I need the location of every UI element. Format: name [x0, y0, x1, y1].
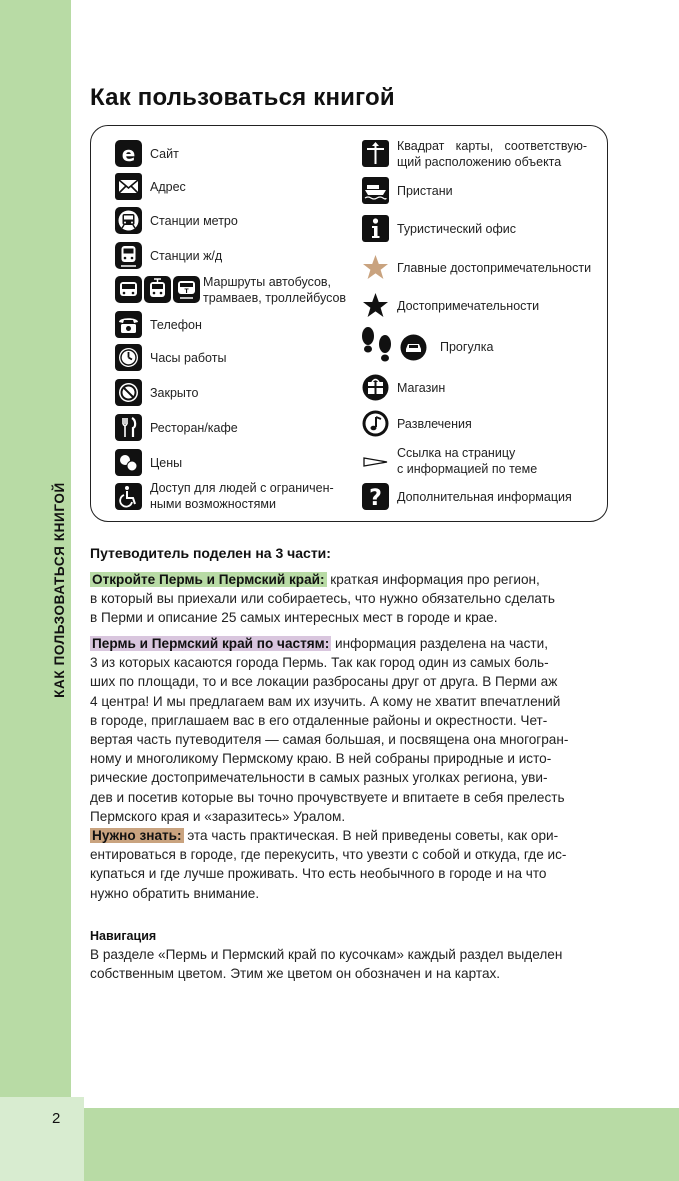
closed-icon [115, 379, 142, 406]
section-text-line: информация разделена на части, [331, 636, 549, 651]
restaurant-icon [115, 414, 142, 441]
legend-label-accessibility-2: ными возможностями [150, 497, 276, 511]
page-link-icon [362, 448, 389, 475]
phone-icon [115, 311, 142, 338]
legend-item-walk [360, 326, 493, 368]
tram-icon [144, 276, 171, 303]
legend-item-map-square [362, 138, 587, 170]
legend-item-pier [362, 177, 453, 204]
tourist-office-icon [362, 215, 389, 242]
legend-label-closed: Закрыто [150, 385, 199, 400]
legend-item-prices [115, 449, 182, 476]
legend-label-shop: Магазин [397, 380, 446, 395]
legend-item-entertainment [362, 410, 472, 437]
bottom-band [84, 1108, 679, 1181]
legend-item-restaurant [115, 414, 238, 441]
legend-item-hours [115, 344, 226, 371]
navigation-text [90, 945, 610, 983]
page-title: Как пользоваться книгой [90, 84, 395, 111]
svg-text:T: T [184, 288, 189, 295]
legend-item-accessibility [115, 480, 334, 512]
section-highlight-brown: Нужно знать: [92, 828, 182, 843]
legend-label-pier: Пристани [397, 183, 453, 198]
prices-icon [115, 449, 142, 476]
section-text-line: ному и многоликому Пермскому краю. В ней собраны природные и исто- [90, 751, 552, 767]
section-open-perm [90, 570, 610, 628]
legend-label-tourist-office: Туристический офис [397, 221, 517, 236]
trolleybus-icon [173, 276, 200, 303]
section-text-line: в Перми и описание 25 самых интересных мест в городе и крае. [90, 610, 498, 626]
entertainment-icon [362, 410, 389, 437]
section-text-line: вертая часть путеводителя — самая большая, и посвящена она многогран- [90, 732, 569, 748]
legend-item-transport-routes [115, 274, 346, 306]
sight-star-icon [362, 292, 389, 319]
legend-item-metro [115, 207, 238, 234]
metro-icon [115, 207, 142, 234]
legend-label-train: Станции ж/д [150, 248, 223, 263]
section-text-line: рические достопримечательности в самых разных уголках региона, уви- [90, 770, 548, 786]
legend-item-tourist-office [362, 215, 516, 242]
legend-label-transport-1: Маршруты автобусов, [203, 275, 332, 289]
parts-heading: Путеводитель поделен на 3 части: [90, 545, 331, 561]
legend-label-page-link-1: Ссылка на страницу [397, 446, 516, 460]
section-text-line: Пермского края и «заразитесь» Уралом. [90, 808, 346, 824]
legend-item-sights [362, 292, 539, 319]
legend-label-transport-2: трамваев, троллейбусов [203, 291, 347, 305]
section-perm-parts [90, 634, 610, 826]
section-text-line: купаться и где лучше проживать. Что есть необычного в городе и на что [90, 866, 547, 882]
section-text-line: 4 центра! И мы предлагаем вам их изучить. А кому не хватит впечатлений [90, 693, 561, 709]
map-square-icon [362, 140, 389, 167]
legend-label-sights: Достопримечательности [397, 298, 540, 313]
legend-item-address [115, 173, 186, 200]
navigation-heading: Навигация [90, 929, 157, 943]
svg-text:?: ? [369, 486, 382, 510]
legend-item-main-sights [362, 254, 591, 281]
legend-label-hours: Часы работы [150, 350, 227, 365]
legend-label-phone: Телефон [150, 317, 202, 332]
sidebar-label-text: КАК ПОЛЬЗОВАТЬСЯ КНИГОЙ [52, 482, 67, 698]
bus-tram-trolleybus-icon [115, 276, 200, 303]
legend-label-map-square-2: щий расположению объекта [397, 155, 562, 169]
section-text-line: ших по площади, то и все локации разбросаны друг от друга. В Перми аж [90, 674, 558, 690]
section-text-line: краткая информация про регион, [326, 572, 540, 587]
train-icon [115, 242, 142, 269]
legend-item-closed [115, 379, 198, 406]
section-text-line: нужно обратить внимание. [90, 885, 260, 901]
page-number-box [0, 1097, 84, 1181]
legend-item-phone [115, 311, 202, 338]
legend-item-website [115, 140, 179, 167]
clock-icon [115, 344, 142, 371]
section-highlight-purple: Пермь и Пермский край по частям: [92, 636, 330, 651]
legend-label-more-info: Дополнительная информация [397, 489, 572, 504]
walk-car-icon [400, 334, 427, 361]
pier-icon [362, 177, 389, 204]
question-icon [362, 483, 389, 510]
main-sight-star-icon [362, 254, 389, 281]
legend-item-more-info [362, 483, 572, 510]
page-number: 2 [52, 1110, 61, 1127]
legend-label-walk: Прогулка [440, 340, 494, 354]
legend-item-page-link [362, 445, 537, 477]
section-need-to-know [90, 826, 610, 903]
section-text-line: дев и посетив которые вы точно прочувствуете и впитаете в себя прелесть [90, 789, 565, 805]
section-text-line: в городе, приглашаем вас в его отдаленные районы и окрестности. Чет- [90, 712, 548, 728]
legend-label-page-link-2: с информацией по теме [397, 462, 538, 476]
legend-label-entertainment: Развлечения [397, 416, 472, 431]
navigation-text-line: В разделе «Пермь и Пермский край по кусочкам» каждый раздел выделен [90, 947, 563, 962]
legend-label-prices: Цены [150, 455, 183, 470]
website-icon [115, 140, 142, 167]
legend-label-website: Сайт [150, 146, 179, 161]
section-text-line: ентироваться в городе, где перекусить, что увезти с собой и откуда, где ис- [90, 847, 567, 863]
navigation-text-line: собственным цветом. Этим же цветом он обозначен и на картах. [90, 966, 501, 982]
shop-icon [362, 374, 389, 401]
legend-label-map-square-1: Квадрат карты, соответствую- [397, 139, 587, 153]
legend-label-address: Адрес [150, 179, 186, 194]
legend-label-restaurant: Ресторан/кафе [150, 420, 238, 435]
section-text-line: эта часть практическая. В ней приведены советы, как ори- [183, 828, 559, 843]
wheelchair-icon [115, 483, 142, 510]
legend-label-metro: Станции метро [150, 213, 238, 228]
walk-footprints-icon [360, 326, 394, 368]
legend-label-main-sights: Главные достопримечательности [397, 260, 592, 275]
section-highlight-green: Откройте Пермь и Пермский край: [92, 572, 325, 587]
legend-label-accessibility-1: Доступ для людей с ограничен- [150, 481, 334, 495]
section-text-line: в который вы приехали или собираетесь, что нужно обязательно сделать [90, 591, 555, 607]
legend-item-train [115, 242, 222, 269]
address-envelope-icon [115, 173, 142, 200]
bus-icon [115, 276, 142, 303]
legend-item-shop [362, 374, 445, 401]
svg-text:e: e [121, 142, 136, 166]
sidebar-section-label [52, 470, 72, 710]
section-text-line: 3 из которых касаются города Пермь. Так как город один из самых боль- [90, 655, 549, 671]
